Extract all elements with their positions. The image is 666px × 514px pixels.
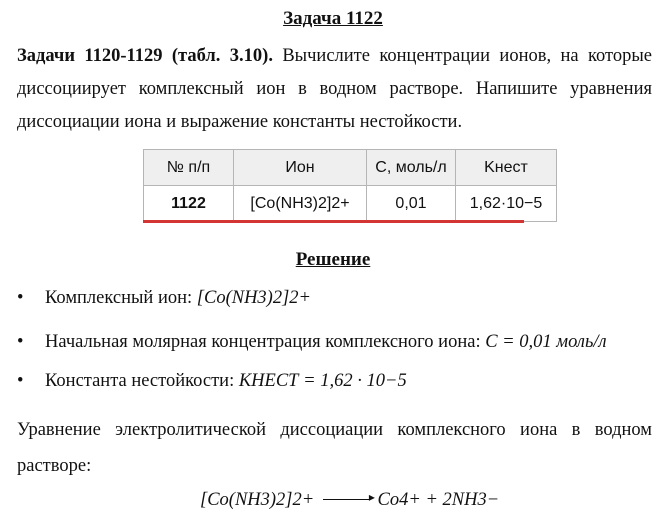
cell-concentration: 0,01 bbox=[367, 186, 456, 222]
equation-left: [Co(NH3)2]2+ bbox=[200, 490, 315, 510]
bullet-formula: [Co(NH3)2]2+ bbox=[196, 288, 312, 308]
dissociation-paragraph: Уравнение электролитической диссоциации комплексного иона в водном растворе: bbox=[17, 420, 652, 476]
bullet-icon: • bbox=[17, 371, 24, 391]
table-header-row bbox=[144, 150, 557, 186]
bullet-formula: C = 0,01 моль/л bbox=[485, 332, 607, 352]
header-ion: Ион bbox=[234, 150, 367, 186]
intro-bold: Задачи 1120-1129 (табл. 3.10). bbox=[17, 46, 273, 66]
cell-number: 1122 bbox=[144, 186, 234, 222]
header-k: Kнест bbox=[456, 150, 557, 186]
list-item bbox=[17, 332, 607, 353]
page-title: Задача 1122 bbox=[283, 8, 383, 29]
table-row bbox=[144, 186, 557, 222]
equation-right: Co4+ + 2NH3− bbox=[377, 490, 500, 510]
cell-k: 1,62·10−5 bbox=[456, 186, 557, 222]
solution-heading: Решение bbox=[295, 249, 371, 270]
bullet-formula: KНЕСТ = 1,62 · 10−5 bbox=[238, 371, 407, 391]
table-underline bbox=[143, 220, 524, 223]
list-item bbox=[17, 371, 407, 392]
dissociation-equation bbox=[200, 490, 499, 511]
intro-text: Вычислите концентрации ионов, на которые диссоциирует комплексный ион в водном растворе. Напишите уравнения диссоциации иона и выражение константы нестойкости. bbox=[17, 46, 653, 132]
bullet-icon: • bbox=[17, 288, 24, 308]
bullet-label: Начальная молярная концентрация комплексного иона: bbox=[45, 332, 486, 352]
list-item bbox=[17, 288, 311, 309]
parameters-table bbox=[143, 149, 557, 222]
intro-paragraph bbox=[17, 40, 652, 139]
bullet-icon: • bbox=[17, 332, 24, 352]
header-concentration: C, моль/л bbox=[367, 150, 456, 186]
cell-ion: [Co(NH3)2]2+ bbox=[234, 186, 367, 222]
arrow-icon bbox=[323, 499, 369, 500]
header-number: № п/п bbox=[144, 150, 234, 186]
bullet-label: Константа нестойкости: bbox=[45, 371, 239, 391]
bullet-label: Комплексный ион: bbox=[45, 288, 197, 308]
